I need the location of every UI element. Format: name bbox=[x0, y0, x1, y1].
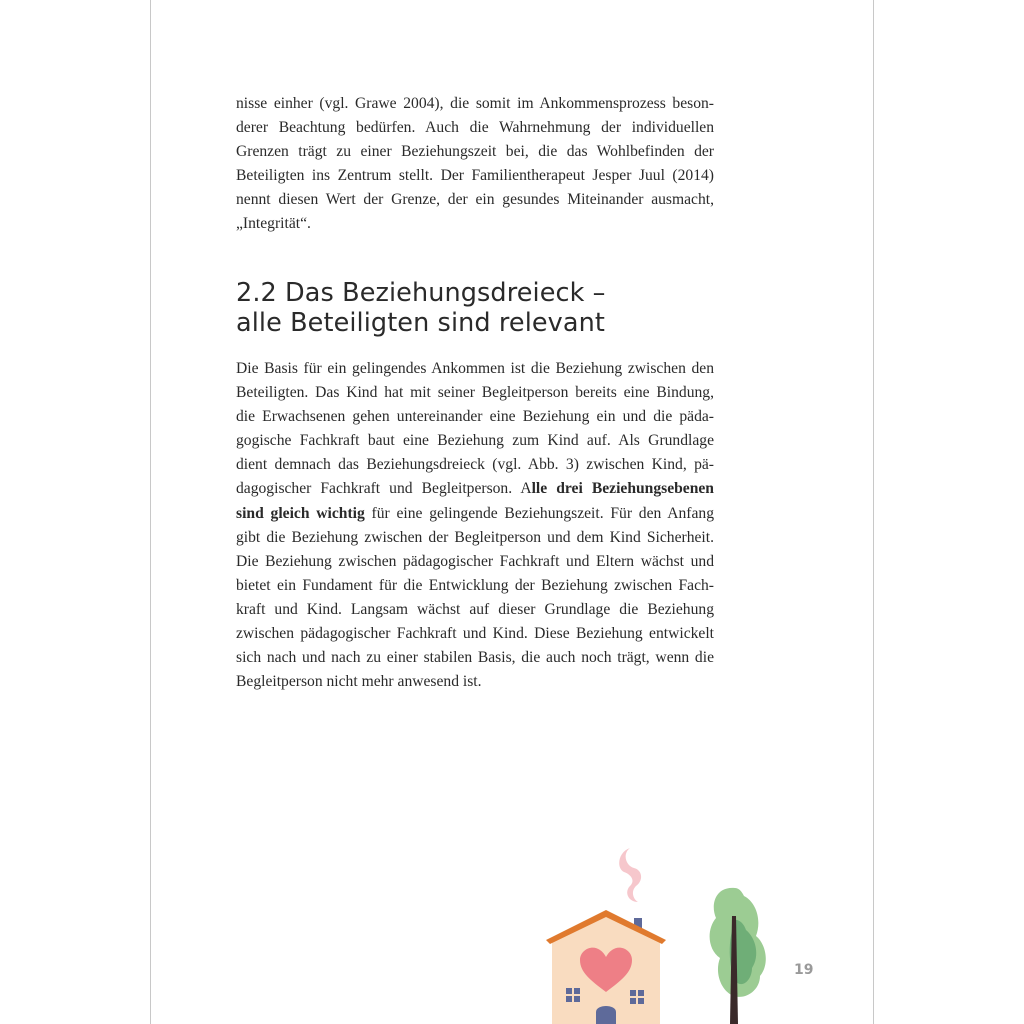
text-line: gogische Fachkraft baut eine Beziehung zum Kind auf. Als Grundlage bbox=[236, 432, 714, 450]
bold-emphasis: lle drei Beziehungsebenen bbox=[531, 480, 714, 498]
text-line: derer Beachtung bedürfen. Auch die Wahrnehmung der individuellen bbox=[236, 119, 714, 137]
text-line: sich nach und nach zu einer stabilen Basis, die auch noch trägt, wenn die bbox=[236, 649, 714, 667]
text-line: Beteiligten. Das Kind hat mit seiner Begleitperson bereits eine Bindung, bbox=[236, 384, 714, 402]
text-line: Begleitperson nicht mehr anwesend ist. bbox=[236, 673, 482, 691]
house-and-tree-illustration bbox=[530, 840, 790, 1024]
text-line: gibt die Beziehung zwischen der Begleitperson und dem Kind Sicherheit. bbox=[236, 528, 714, 546]
text-line bbox=[236, 477, 714, 501]
page-number: 19 bbox=[794, 962, 814, 978]
section-heading-line-2: alle Beteiligten sind relevant bbox=[236, 308, 605, 338]
text-line: „Integrität“. bbox=[236, 215, 311, 233]
smoke-icon bbox=[619, 848, 641, 902]
text-line: kraft und Kind. Langsam wächst auf dieser Grundlage die Beziehung bbox=[236, 600, 714, 618]
text-run: für eine gelingende Beziehungszeit. Für den Anfang bbox=[364, 504, 714, 522]
text-line: Die Beziehung zwischen pädagogischer Fachkraft und Eltern wächst und bbox=[236, 552, 714, 570]
text-line bbox=[236, 502, 714, 526]
text-line: Die Basis für ein gelingendes Ankommen ist die Beziehung zwischen den bbox=[236, 360, 714, 377]
bold-emphasis: sind gleich wichtig bbox=[236, 504, 365, 522]
text-line: zwischen pädagogischer Fachkraft und Kind. Diese Beziehung entwickelt bbox=[236, 625, 714, 643]
tree-icon bbox=[710, 888, 766, 1024]
text-line: nisse einher (vgl. Grawe 2004), die somit im Ankommensprozess beson- bbox=[236, 95, 714, 112]
door-icon bbox=[596, 1006, 616, 1024]
text-line: die Erwachsenen gehen untereinander eine Beziehung ein und die päda- bbox=[236, 408, 714, 426]
text-line: bietet ein Fundament für die Entwicklung der Beziehung zwischen Fach- bbox=[236, 576, 714, 594]
text-line: Beteiligten ins Zentrum stellt. Der Familientherapeut Jesper Juul (2014) bbox=[236, 167, 714, 185]
text-line: dient demnach das Beziehungsdreieck (vgl. Abb. 3) zwischen Kind, pä- bbox=[236, 456, 714, 474]
text-run: dagogischer Fachkraft und Begleitperson. A bbox=[236, 480, 532, 498]
body-paragraph bbox=[236, 357, 714, 694]
section-heading-line-1: 2.2 Das Beziehungsdreieck – bbox=[236, 278, 606, 308]
text-line: Grenzen trägt zu einer Beziehungszeit bei, die das Wohlbefinden der bbox=[236, 143, 714, 161]
section-heading bbox=[236, 278, 714, 338]
text-line: nennt diesen Wert der Grenze, der ein gesundes Miteinander ausmacht, bbox=[236, 191, 714, 209]
intro-paragraph bbox=[236, 92, 714, 237]
